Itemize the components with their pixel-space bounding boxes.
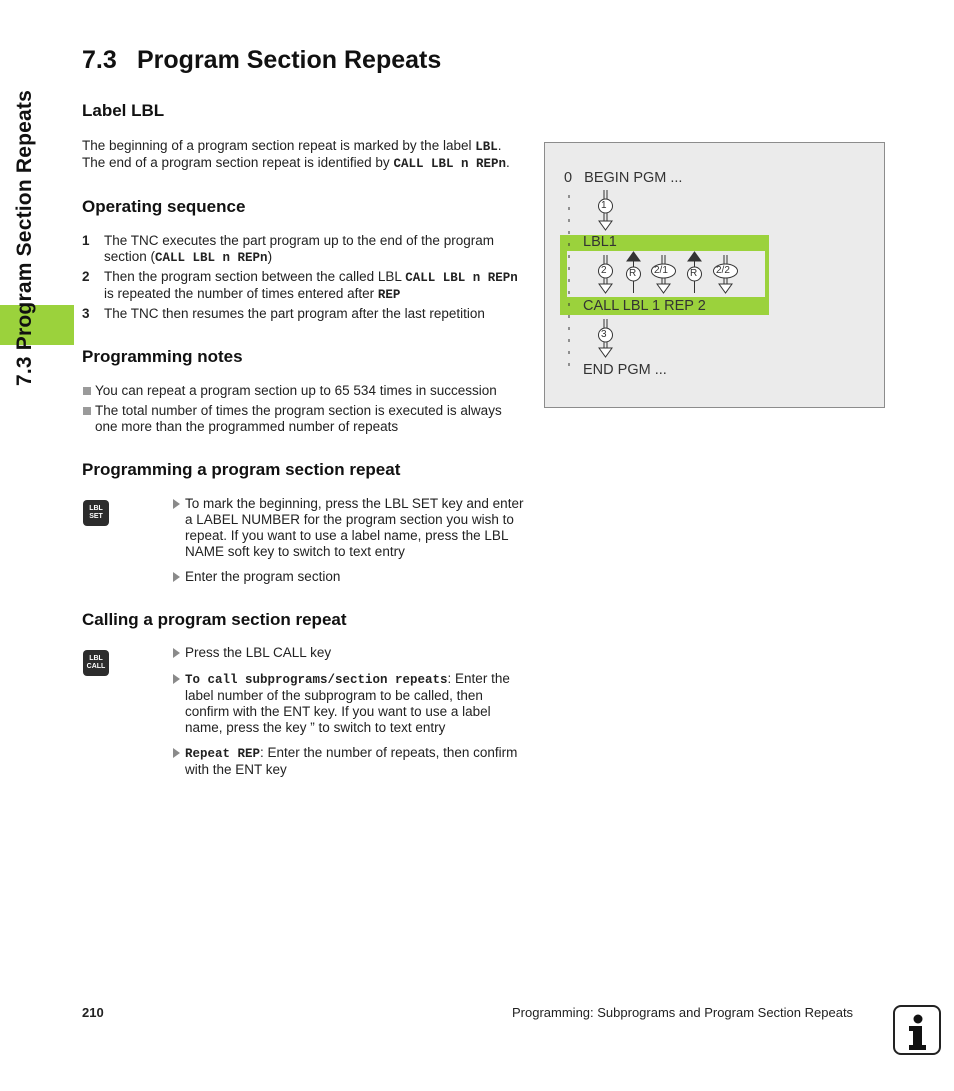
diagram-end: END PGM ... [583,362,667,378]
heading-operating-sequence: Operating sequence [82,197,246,216]
arrow-right-icon [173,748,180,758]
side-tab-highlight [0,305,74,345]
chapter-title: Programming: Subprograms and Program Section Repeats [512,1005,854,1020]
line-number: 0 [564,170,573,186]
step-1-code: CALL LBL n REPn [155,251,268,265]
label-lbl-p2-code: CALL LBL n REPn [393,157,506,171]
arrow-right-icon [173,499,180,509]
label-lbl-paragraph [82,138,527,172]
step-number: 2 [82,269,90,284]
info-icon [893,1005,941,1055]
step-number: 3 [82,306,90,321]
diagram-lbl1: LBL1 [583,234,617,250]
instruction-text: Press the LBL CALL key [185,645,332,660]
label-step-22: 2/2 [716,265,730,276]
label-step-2: 2 [601,265,607,276]
dialog-code: Repeat REP [185,747,261,761]
instruction-text: Enter the program section [185,569,341,584]
arrow-right-icon [173,648,180,658]
heading-programming-repeat: Programming a program section repeat [82,460,401,479]
step-2-code: CALL LBL n REPn [405,271,518,285]
note-text: You can repeat a program section up to 65 534 times in succession [95,383,497,398]
label-repeat-2: R [690,268,698,279]
heading-label-lbl: Label LBL [82,101,165,120]
side-tab-label: 7.3 Program Section Repeats [13,90,36,387]
arrow-right-icon [173,572,180,582]
step-text [104,269,529,303]
label-repeat-1: R [629,268,637,279]
diagram-line-0 [564,170,682,186]
bullet-square-icon [83,407,91,415]
step-2-mid: is repeated the number of times entered after [104,286,378,301]
diagram-call: CALL LBL 1 REP 2 [583,298,706,314]
key-line-2: CALL [86,663,106,670]
step-2-code2: REP [377,288,401,302]
label-lbl-p2-pre: The end of a program section repeat is identified by [82,155,394,170]
key-line-2: SET [89,513,103,520]
step-2-pre: Then the program section between the called LBL [104,269,406,284]
info-glyph [895,1007,939,1053]
label-lbl-p1-pre: The beginning of a program section repeat is marked by the label [82,138,476,153]
side-tab [0,50,74,387]
instruction-text: To mark the beginning, press the LBL SET key and enter a LABEL NUMBER for the program section you wish to repeat. If you want to use a label name, press the LBL NAME soft key to switch to text entry [185,496,524,559]
step-number: 1 [82,233,90,248]
page-number: 210 [82,1005,104,1020]
step-text [104,233,529,266]
step-1-pre: The TNC executes the part program up to the end of the program section ( [104,233,494,264]
note-text: The total number of times the program section is executed is always one more than the programmed number of repeats [95,403,502,434]
label-lbl-p1-post: . [497,138,502,153]
bullet-square-icon [83,387,91,395]
section-title: Program Section Repeats [137,46,442,74]
program-flow-diagram [544,142,885,408]
step-1-post: ) [267,249,273,264]
label-step-3: 3 [601,329,607,340]
dialog-text: : Enter the label number of the subprogram to be called, then confirm with the ENT key. If you want to use a label name, press the key ” to switch to text entry [185,671,510,735]
label-lbl-p1-code: LBL [475,140,498,154]
arrow-right-icon [173,674,180,684]
label-lbl-p2-post: . [505,155,510,170]
key-line-1: LBL [89,655,103,662]
label-step-21: 2/1 [654,265,668,276]
begin-pgm: BEGIN PGM ... [584,170,683,186]
lbl-set-key-icon [83,500,109,526]
dialog-text: : Enter the number of repeats, then confirm with the ENT key [185,745,518,777]
label-step-1: 1 [601,200,607,211]
lbl-call-key-icon [83,650,109,676]
section-number: 7.3 [82,46,117,74]
instruction-text [185,671,525,736]
dialog-code: To call subprograms/section repeats [185,673,448,687]
step-text: The TNC then resumes the part program after the last repetition [104,306,485,321]
key-line-1: LBL [89,505,103,512]
heading-calling-repeat: Calling a program section repeat [82,610,347,629]
heading-programming-notes: Programming notes [82,347,243,366]
page-title [82,46,441,75]
instruction-text [185,745,525,778]
